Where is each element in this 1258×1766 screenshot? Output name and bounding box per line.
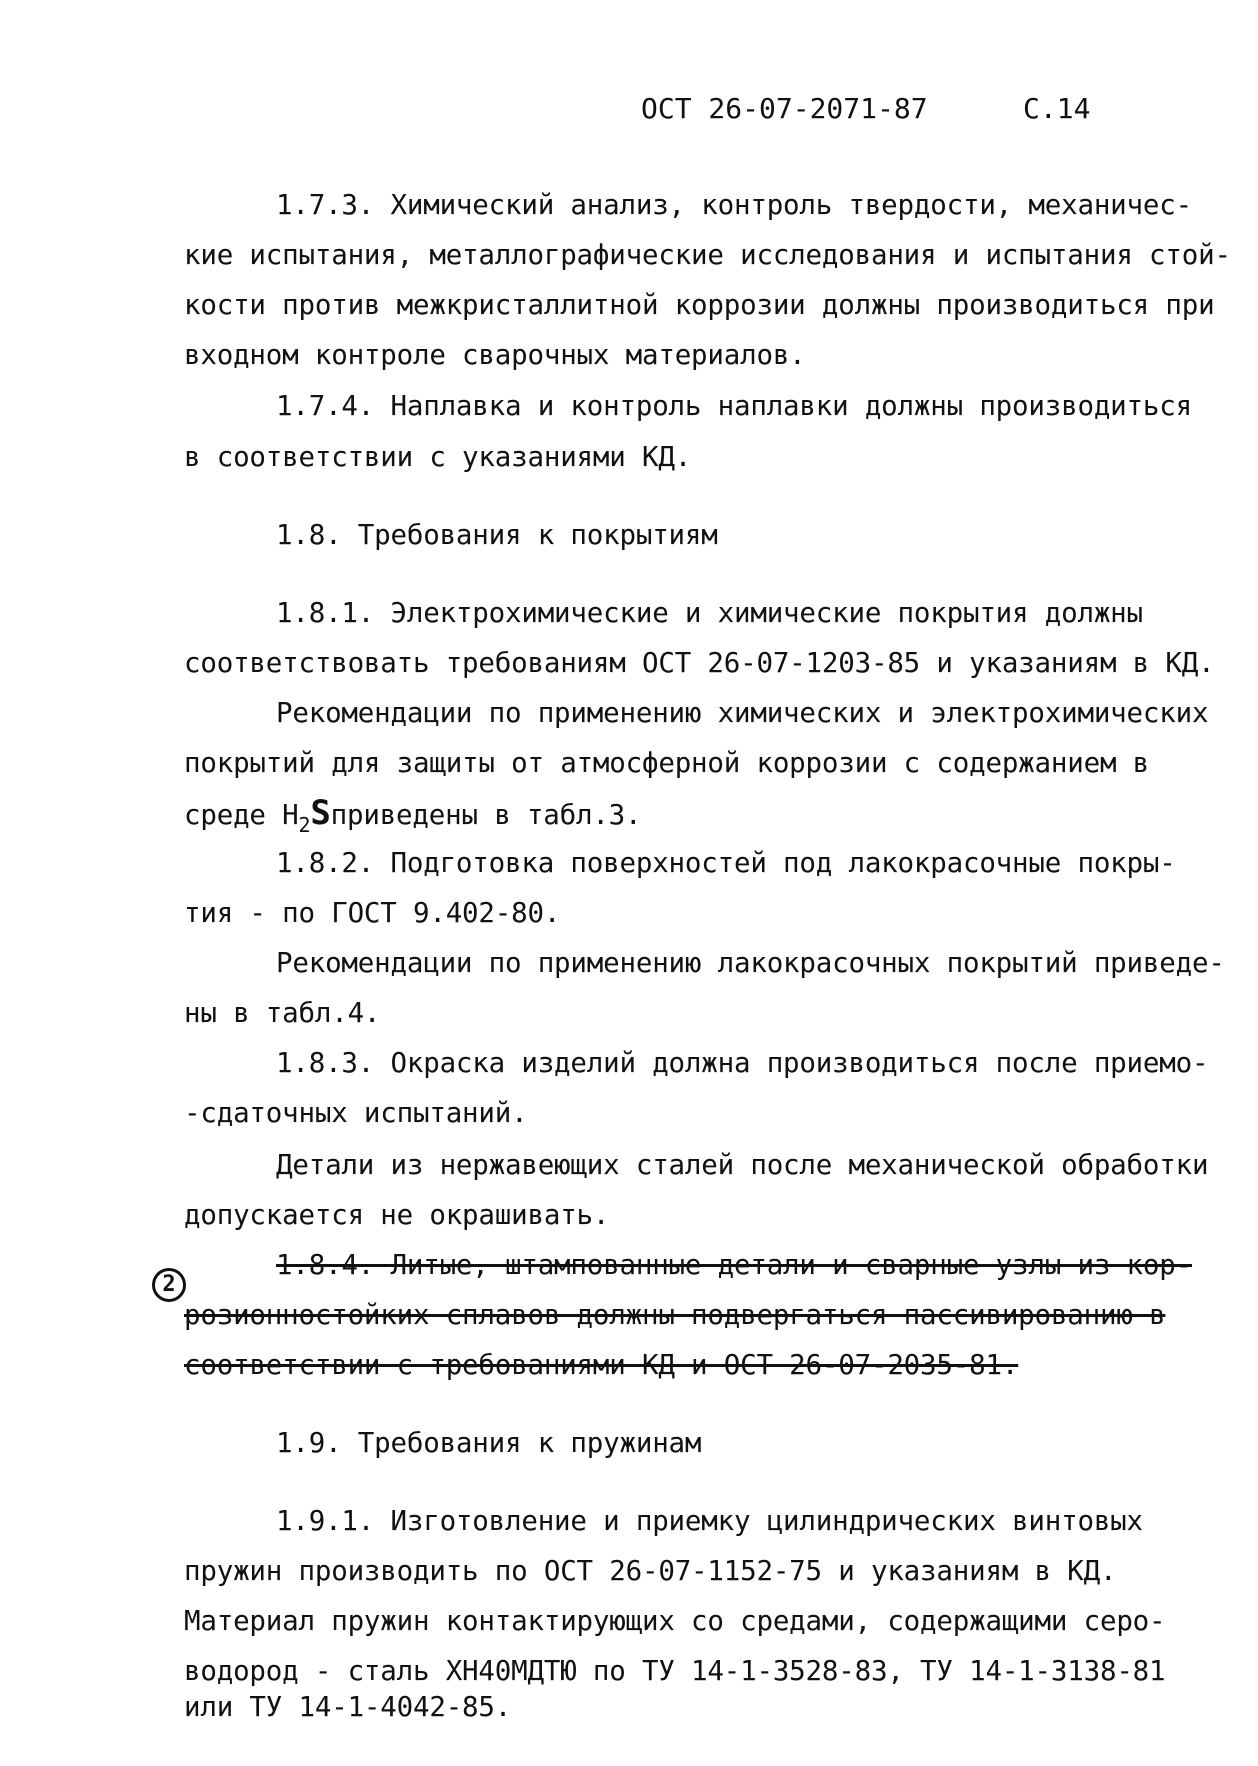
text-line: 1.9.1. Изготовление и приемку цилиндрических винтовых xyxy=(276,1505,1143,1537)
text-line: кие испытания, металлографические исследования и испытания стой- xyxy=(184,239,1231,271)
document-code: ОСТ 26-07-2071-87 xyxy=(641,92,928,125)
text-line: Материал пружин контактирующих со средами, содержащими серо- xyxy=(184,1605,1166,1637)
text-line: или ТУ 14-1-4042-85. xyxy=(184,1691,512,1723)
text-line: Детали из нержавеющих сталей после механической обработки xyxy=(276,1149,1209,1181)
text-fragment: среде Н xyxy=(184,799,299,831)
text-line: 1.7.3. Химический анализ, контроль твердости, механичес- xyxy=(276,189,1192,221)
section-heading: 1.9. Требования к пружинам xyxy=(276,1427,702,1459)
text-line: входном контроле сварочных материалов. xyxy=(184,339,806,371)
text-line: соответствовать требованиям ОСТ 26-07-1203-85 и указаниям в КД. xyxy=(184,647,1215,679)
text-line: Рекомендации по применению лакокрасочных покрытий приведе- xyxy=(276,947,1225,979)
text-line: пружин производить по ОСТ 26-07-1152-75 и указаниям в КД. xyxy=(184,1555,1117,1587)
text-line: тия - по ГОСТ 9.402-80. xyxy=(184,897,561,929)
revision-marker: 2 xyxy=(152,1268,186,1302)
text-line: 1.8.2. Подготовка поверхностей под лакокрасочные покры- xyxy=(276,847,1176,879)
page-number: С.14 xyxy=(1023,92,1091,125)
subscript: 2 xyxy=(298,813,311,837)
text-line: 1.7.4. Наплавка и контроль наплавки должны производиться xyxy=(276,390,1192,422)
section-heading: 1.8. Требования к покрытиям xyxy=(276,519,718,551)
text-line: 1.8.1. Электрохимические и химические покрытия должны xyxy=(276,597,1143,629)
text-line: -сдаточных испытаний. xyxy=(184,1097,528,1129)
text-line: кости против межкристаллитной коррозии должны производиться при xyxy=(184,289,1215,321)
text-line: допускается не окрашивать. xyxy=(184,1199,610,1231)
text-line: водород - сталь ХН40МДТЮ по ТУ 14-1-3528-83, ТУ 14-1-3138-81 xyxy=(184,1655,1166,1687)
struck-text-line: соответствии с требованиями КД и ОСТ 26-07-2035-81. xyxy=(184,1349,1019,1381)
text-line-formula xyxy=(184,793,642,837)
text-line: покрытий для защиты от атмосферной коррозии с содержанием в xyxy=(184,747,1150,779)
text-line: 1.8.3. Окраска изделий должна производиться после приемо- xyxy=(276,1047,1209,1079)
text-line: в соответствии с указаниями КД. xyxy=(184,441,692,473)
text-line: ны в табл.4. xyxy=(184,997,381,1029)
struck-text-line: розионностойких сплавов должны подвергаться пассивированию в xyxy=(184,1299,1166,1331)
formula-symbol: S xyxy=(310,793,331,833)
struck-text-line: 1.8.4. Литые, штампованные детали и сварные узлы из кор- xyxy=(276,1249,1192,1281)
text-fragment: приведены в табл.3. xyxy=(330,799,642,831)
text-line: Рекомендации по применению химических и электрохимических xyxy=(276,697,1209,729)
